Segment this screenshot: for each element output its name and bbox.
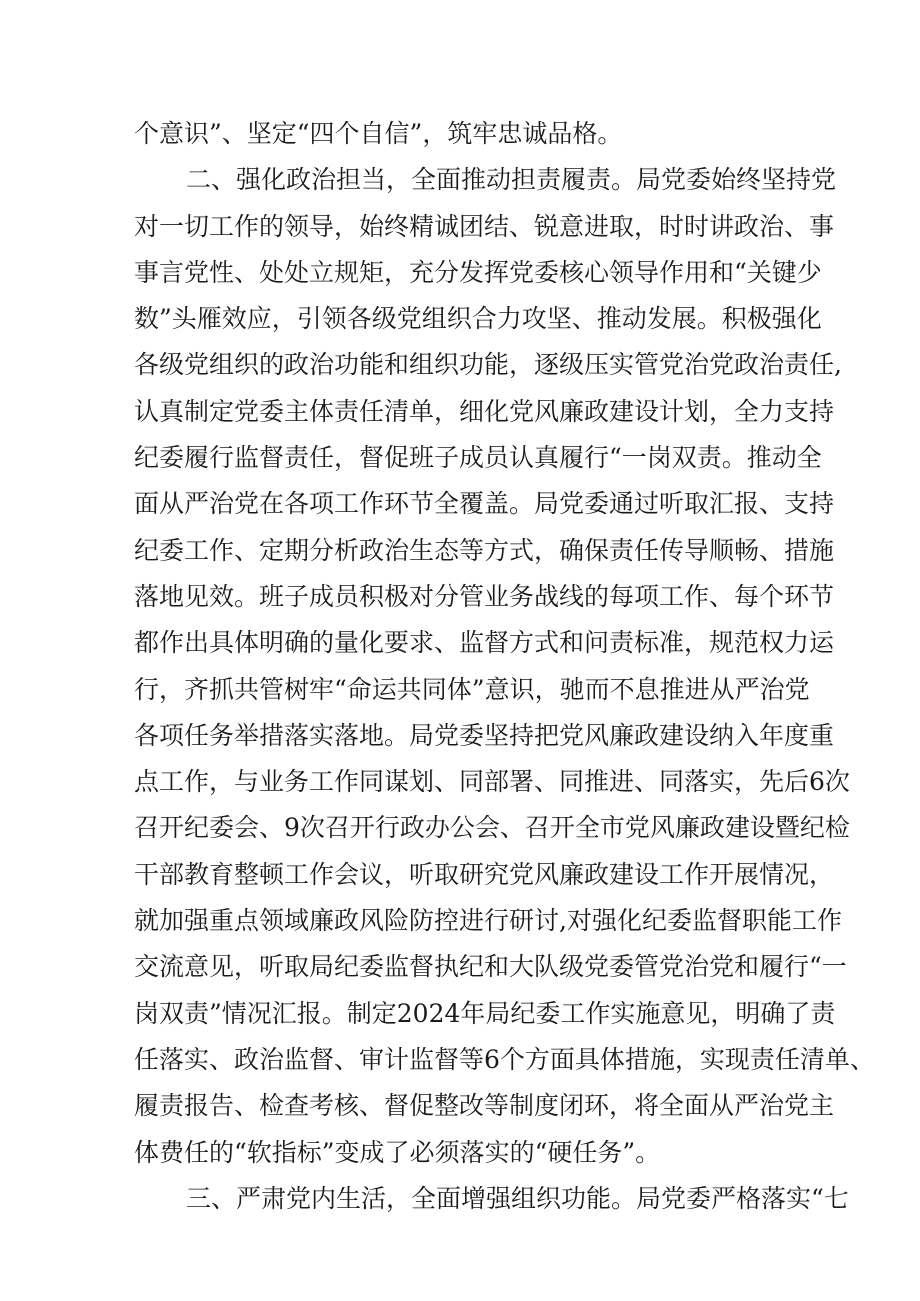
text-line: 岗双责”情况汇报。制定2024年局纪委工作实施意见，明确了责	[134, 998, 836, 1028]
paragraph-p2	[134, 157, 875, 1176]
paragraph-p1-end	[134, 111, 794, 157]
text-line: 个意识”、坚定“四个自信”，筑牢忠诚品格。	[134, 119, 623, 148]
text-line: 干部教育整顿工作会议，听取研究党风廉政建设工作开展情况，	[134, 859, 835, 889]
text-line: 三、严肃党内生活，全面增强组织功能。局党委严格落实“七	[186, 1183, 849, 1213]
text-line: 对一切工作的领导，始终精诚团结、锐意进取，时时讲政治、事	[134, 211, 835, 241]
text-line: 认真制定党委主体责任清单，细化党风廉政建设计划，全力支持	[134, 396, 835, 426]
text-line: 任落实、政治监督、审计监督等6个方面具体措施，实现责任清单、	[134, 1044, 875, 1074]
text-line: 体费任的“软指标”变成了必须落实的“硬任务”。	[134, 1137, 661, 1167]
text-line: 点工作，与业务工作同谋划、同部署、同推进、同落实，先后6次	[134, 767, 850, 797]
text-line: 数”头雁效应，引领各级党组织合力攻坚、推动发展。积极强化	[134, 304, 822, 334]
text-line: 纪委履行监督责任，督促班子成员认真履行“一岗双责。推动全	[134, 443, 822, 473]
document-body	[134, 111, 875, 1222]
text-line: 面从严治党在各项工作环节全覆盖。局党委通过听取汇报、支持	[134, 489, 835, 519]
text-line: 纪委工作、定期分析政治生态等方式，确保责任传导顺畅、措施	[134, 535, 835, 565]
text-line: 行，齐抓共管树牢“命运共同体”意识，驰而不息推进从严治党	[134, 674, 810, 704]
text-line: 交流意见，听取局纪委监督执纪和大队级党委管党治党和履行“一	[134, 952, 847, 982]
text-line: 履责报告、检查考核、督促整改等制度闭环，将全面从严治党主	[134, 1091, 835, 1121]
text-line: 各项任务举措落实落地。局党委坚持把党风廉政建设纳入年度重	[134, 720, 835, 750]
text-line: 各级党组织的政治功能和组织功能，逐级压实管党治党政治责任,	[134, 350, 842, 380]
text-line: 事言党性、处处立规矩，充分发挥党委核心领导作用和“关键少	[134, 257, 822, 287]
text-line: 召开纪委会、9次召开行政办公会、召开全市党风廉政建设暨纪检	[134, 813, 850, 843]
text-line: 都作出具体明确的量化要求、监督方式和问责标准，规范权力运	[134, 628, 835, 658]
paragraph-p3-start	[134, 1176, 849, 1222]
text-line: 就加强重点领域廉政风险防控进行研讨,对强化纪委监督职能工作	[134, 906, 842, 936]
text-line: 二、强化政治担当，全面推动担责履责。局党委始终坚持党	[186, 165, 837, 195]
text-line: 落地见效。班子成员积极对分管业务战线的每项工作、每个环节	[134, 581, 835, 611]
